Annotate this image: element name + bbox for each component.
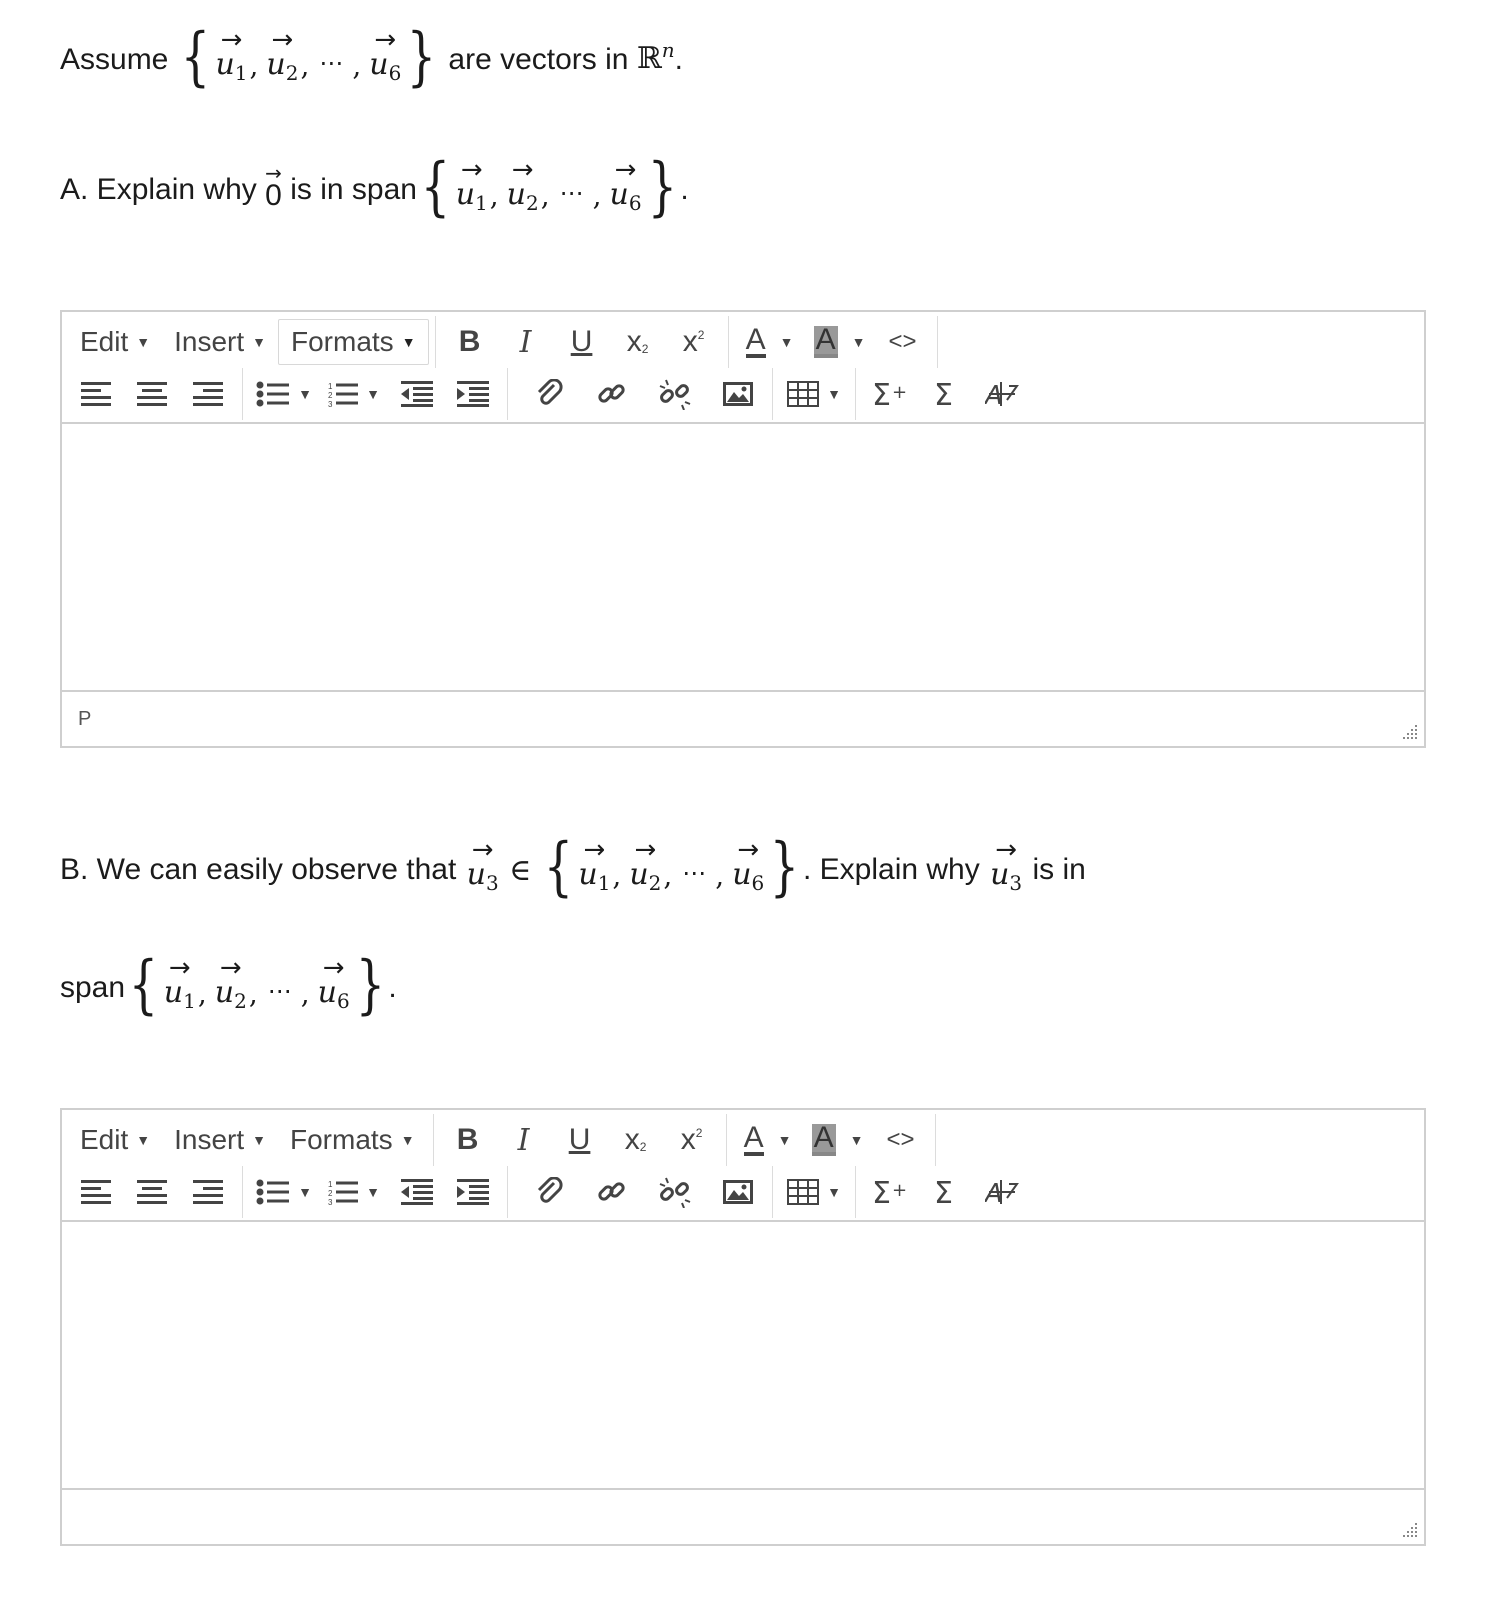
outdent-button[interactable]	[389, 1170, 445, 1214]
table-icon	[787, 1179, 819, 1205]
svg-text:1: 1	[328, 382, 333, 391]
unlink-icon	[658, 378, 692, 410]
unlink-button[interactable]	[640, 372, 710, 416]
sigma-icon	[932, 378, 960, 410]
align-center-icon	[137, 382, 167, 406]
svg-text:Σ: Σ	[872, 1176, 891, 1208]
insert-table-button[interactable]: ▼	[779, 372, 849, 416]
outdent-icon	[401, 1179, 433, 1205]
insert-menu[interactable]: Insert ▼	[174, 1124, 266, 1155]
svg-text:3: 3	[328, 1198, 333, 1205]
indent-icon	[457, 1179, 489, 1205]
svg-text:A: A	[985, 1179, 1003, 1208]
insert-image-button[interactable]	[710, 372, 766, 416]
zero-vector: → 0	[265, 161, 282, 212]
editor-content-area[interactable]	[62, 424, 1424, 692]
background-color-icon: A	[813, 1121, 834, 1154]
vector-set: { → $u_1$ , → $u_2$ , ⋯ , → $u_6$ }	[180, 20, 437, 94]
link-icon	[596, 378, 628, 410]
align-center-button[interactable]	[124, 1170, 180, 1214]
svg-text:Σ: Σ	[934, 1176, 953, 1208]
indent-button[interactable]	[445, 372, 501, 416]
question-b-line2: span { → $u_1$ , → $u_2$ , ⋯ , → $u_6$ } .	[60, 948, 397, 1022]
bold-button[interactable]: B	[458, 325, 481, 358]
align-left-icon	[81, 1180, 111, 1204]
symbol-icon	[985, 1176, 1019, 1208]
table-icon	[787, 381, 819, 407]
indent-icon	[457, 381, 489, 407]
insert-equation-button[interactable]	[862, 1170, 918, 1214]
element-of-symbol: ∈	[509, 852, 532, 888]
span-vector-set: { → $u_1$ , → $u_2$ , ⋯ , → $u_6$ }	[420, 150, 677, 224]
unlink-icon	[658, 1176, 692, 1208]
underline-button[interactable]: U	[570, 325, 593, 358]
edit-menu[interactable]: Edit ▼	[80, 326, 151, 357]
insert-image-button[interactable]	[710, 1170, 766, 1214]
outdent-button[interactable]	[389, 372, 445, 416]
svg-text:Σ: Σ	[934, 378, 953, 410]
formats-menu[interactable]: Formats ▼	[278, 319, 429, 365]
bold-button[interactable]: B	[456, 1123, 479, 1156]
svg-text:Σ: Σ	[872, 378, 891, 410]
text-color-icon: A	[745, 323, 766, 356]
image-icon	[723, 382, 753, 406]
source-code-button[interactable]: <>	[886, 1126, 915, 1153]
align-center-button[interactable]	[124, 372, 180, 416]
question-b-middle: . Explain why	[802, 853, 980, 886]
symbols-button[interactable]	[974, 372, 1030, 416]
numbered-list-button[interactable]: 1 2 3 ▼	[328, 1180, 380, 1205]
align-left-button[interactable]	[68, 1170, 124, 1214]
sigma-icon	[932, 1176, 960, 1208]
real-space-symbol: ℝ$^n$	[636, 37, 675, 76]
question-b-suffix: is in	[1032, 853, 1086, 886]
vector-u3: → $u_3$	[466, 835, 499, 895]
italic-button[interactable]: I	[519, 324, 532, 360]
bullet-list-icon	[256, 381, 290, 407]
equation-editor-button[interactable]	[918, 1170, 974, 1214]
underline-button[interactable]: U	[568, 1123, 591, 1156]
svg-text:1: 1	[328, 1180, 333, 1189]
editor-statusbar	[62, 1490, 1424, 1544]
question-a-prefix: A. Explain why	[60, 173, 257, 206]
indent-button[interactable]	[445, 1170, 501, 1214]
align-right-icon	[193, 1180, 223, 1204]
insert-equation-button[interactable]	[862, 372, 918, 416]
sigma-plus-icon	[872, 378, 908, 410]
svg-text:2: 2	[328, 391, 333, 400]
insert-table-button[interactable]: ▼	[779, 1170, 849, 1214]
vector-u3: → $u_3$	[990, 835, 1023, 895]
insert-link-button[interactable]	[584, 1170, 640, 1214]
editor-statusbar	[62, 692, 1424, 746]
align-right-button[interactable]	[180, 372, 236, 416]
subscript-button[interactable]: x 2	[626, 325, 649, 358]
element-path[interactable]: P	[78, 708, 92, 730]
text-color-button[interactable]: A ▼	[745, 323, 794, 356]
rich-text-editor-b	[60, 1108, 1426, 1546]
background-color-button[interactable]: A ▼	[815, 323, 866, 356]
attach-file-button[interactable]	[514, 372, 584, 416]
paperclip-icon	[534, 379, 564, 409]
question-b-prefix: B. We can easily observe that	[60, 853, 457, 886]
intro-suffix: are vectors in	[448, 43, 629, 76]
align-right-icon	[193, 382, 223, 406]
question-a: A. Explain why → 0 is in span { → $u_1$ , → $u_2$ , ⋯ , → $u_6$ } .	[60, 150, 689, 224]
italic-button[interactable]: I	[517, 1122, 530, 1158]
formats-menu[interactable]: Formats ▼	[290, 1124, 415, 1155]
svg-text:+: +	[892, 1180, 908, 1201]
align-left-icon	[81, 382, 111, 406]
link-icon	[596, 1176, 628, 1208]
sigma-plus-icon	[872, 1176, 908, 1208]
attach-file-button[interactable]	[514, 1170, 584, 1214]
edit-menu[interactable]: Edit ▼	[80, 1124, 151, 1155]
editor-toolbar	[62, 1110, 1424, 1222]
resize-handle-icon[interactable]	[1402, 724, 1418, 740]
unlink-button[interactable]	[640, 1170, 710, 1214]
source-code-button[interactable]: <>	[888, 328, 917, 355]
superscript-button[interactable]: x 2	[680, 1123, 703, 1156]
background-color-icon: A	[815, 323, 836, 356]
outdent-icon	[401, 381, 433, 407]
insert-menu[interactable]: Insert ▼	[174, 326, 266, 357]
numbered-list-icon	[328, 1179, 358, 1205]
editor-content-area[interactable]	[62, 1222, 1424, 1490]
bullet-list-button[interactable]: ▼	[249, 372, 319, 416]
image-icon	[723, 1180, 753, 1204]
numbered-list-icon	[328, 381, 358, 407]
bullet-list-button[interactable]: ▼	[249, 1170, 319, 1214]
svg-text:3: 3	[328, 400, 333, 407]
vector-set: { → $u_1$ , → $u_2$ , ⋯ , → $u_6$ }	[543, 830, 800, 904]
span-label: span	[60, 971, 126, 1004]
svg-text:A: A	[985, 381, 1003, 410]
question-intro: Assume { → $u_1$ , → $u_2$ , ⋯ , → $u_6$ } are vectors in ℝ$^n$.	[60, 20, 683, 94]
text-color-button[interactable]: A ▼	[743, 1121, 792, 1154]
question-a-middle: is in span	[290, 173, 417, 206]
symbol-icon	[985, 378, 1019, 410]
question-b	[60, 830, 1086, 904]
text-color-icon: A	[743, 1121, 764, 1154]
equation-editor-button[interactable]	[918, 372, 974, 416]
numbered-list-button[interactable]: 1 2 3 ▼	[328, 382, 380, 407]
align-left-button[interactable]	[68, 372, 124, 416]
insert-link-button[interactable]	[584, 372, 640, 416]
subscript-button[interactable]: x 2	[624, 1123, 647, 1156]
intro-prefix: Assume	[60, 43, 169, 76]
symbols-button[interactable]	[974, 1170, 1030, 1214]
superscript-button[interactable]: x 2	[682, 325, 705, 358]
paperclip-icon	[534, 1177, 564, 1207]
resize-handle-icon[interactable]	[1402, 1522, 1418, 1538]
rich-text-editor-a	[60, 310, 1426, 748]
span-vector-set: { → $u_1$ , → $u_2$ , ⋯ , → $u_6$ }	[128, 948, 385, 1022]
svg-text:2: 2	[328, 1189, 333, 1198]
align-center-icon	[137, 1180, 167, 1204]
editor-toolbar	[62, 312, 1424, 424]
background-color-button[interactable]: A ▼	[813, 1121, 864, 1154]
bullet-list-icon	[256, 1179, 290, 1205]
align-right-button[interactable]	[180, 1170, 236, 1214]
svg-text:+: +	[892, 382, 908, 403]
